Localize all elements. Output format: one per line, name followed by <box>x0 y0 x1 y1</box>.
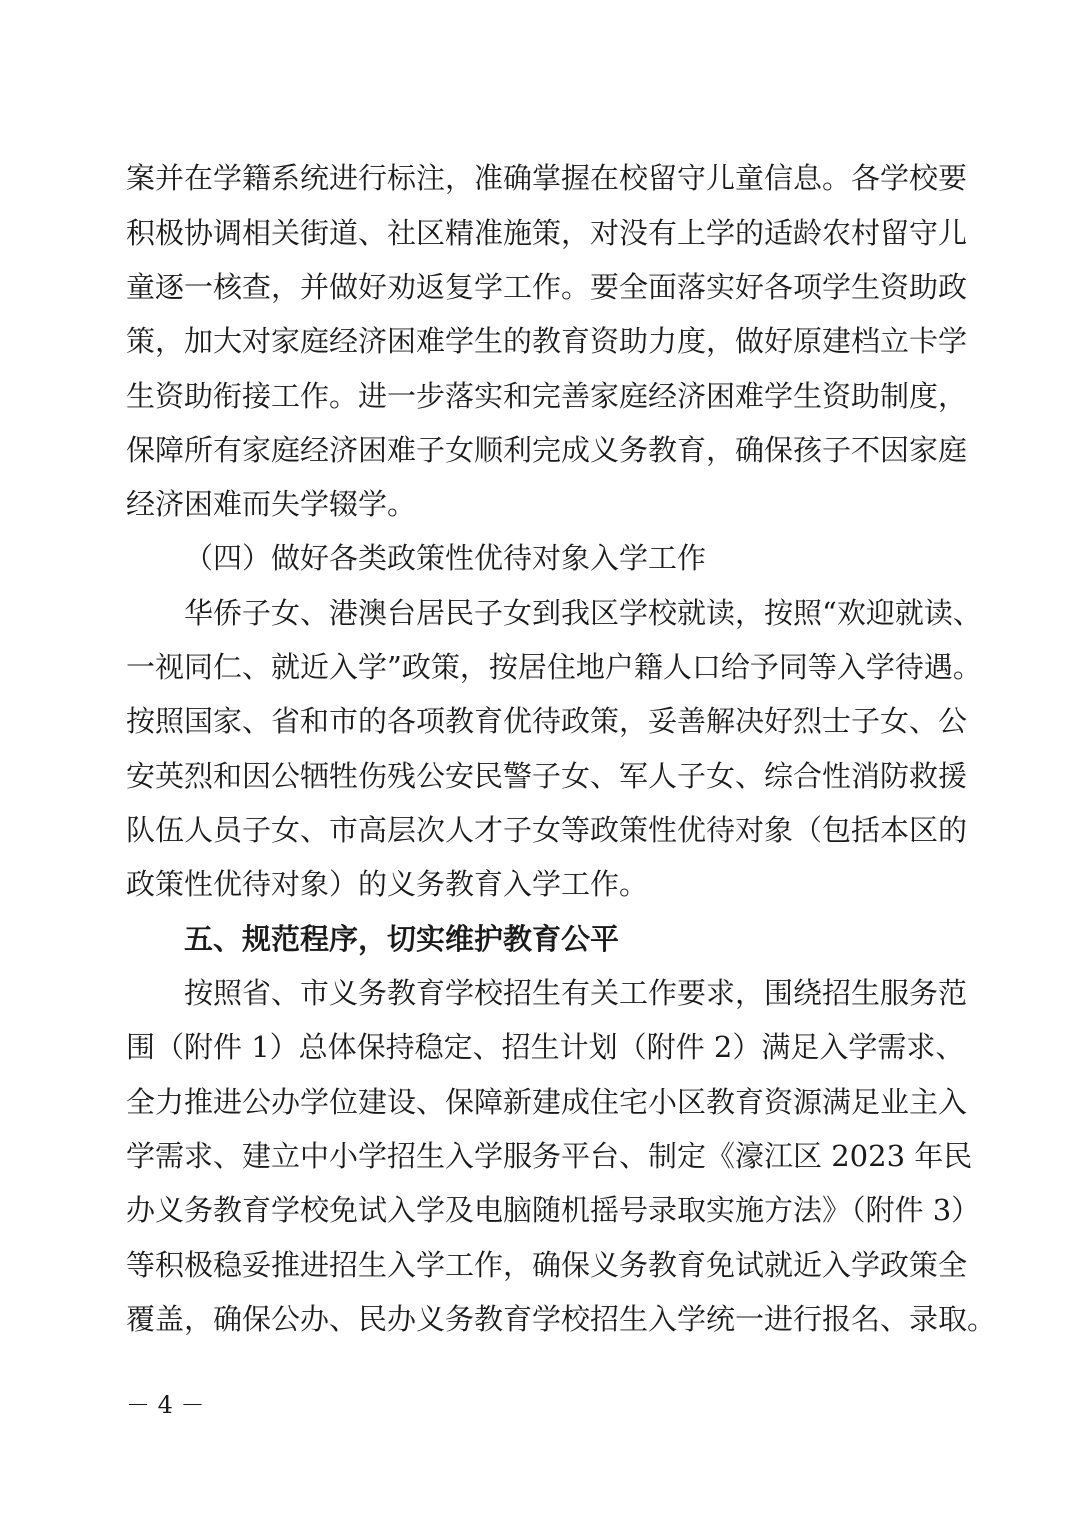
paragraph-line: 安英烈和因公牺牲伤残公安民警子女、军人子女、综合性消防救援 <box>126 759 968 793</box>
subheading-four: （四）做好各类政策性优待对象入学工作 <box>184 541 707 575</box>
paragraph-line: 等积极稳妥推进招生入学工作，确保义务教育免试就近入学政策全 <box>126 1248 968 1282</box>
paragraph-line: 按照国家、省和市的各项教育优待政策，妥善解决好烈士子女、公 <box>126 704 968 738</box>
paragraph-line: 案并在学籍系统进行标注，准确掌握在校留守儿童信息。各学校要 <box>126 161 968 195</box>
paragraph-line: 一视同仁、就近入学”政策，按居住地户籍人口给予同等入学待遇。 <box>126 650 982 684</box>
paragraph-line: 童逐一核查，并做好劝返复学工作。要全面落实好各项学生资助政 <box>126 270 968 304</box>
paragraph-line: 华侨子女、港澳台居民子女到我区学校就读，按照“欢迎就读、 <box>184 596 982 630</box>
paragraph-line: 按照省、市义务教育学校招生有关工作要求，围绕招生服务范 <box>184 976 968 1010</box>
paragraph-line: 队伍人员子女、市高层次人才子女等政策性优待对象（包括本区的 <box>126 813 968 847</box>
paragraph-line: 策，加大对家庭经济困难学生的教育资助力度，做好原建档立卡学 <box>126 324 968 358</box>
paragraph-line: 围（附件 1）总体保持稳定、招生计划（附件 2）满足入学需求、 <box>126 1030 965 1064</box>
paragraph-line: 积极协调相关街道、社区精准施策，对没有上学的适龄农村留守儿 <box>126 216 968 250</box>
page-number: － 4 － <box>126 1391 205 1419</box>
paragraph-line: 覆盖，确保公办、民办义务教育学校招生入学统一进行报名、录取。 <box>126 1302 997 1336</box>
section-five-heading: 五、规范程序，切实维护教育公平 <box>184 922 620 956</box>
paragraph-line: 经济困难而失学辍学。 <box>126 487 417 521</box>
paragraph-line: 政策性优待对象）的义务教育入学工作。 <box>126 867 649 901</box>
paragraph-line: 保障所有家庭经济困难子女顺利完成义务教育，确保孩子不因家庭 <box>126 433 968 467</box>
paragraph-line: 生资助衔接工作。进一步落实和完善家庭经济困难学生资助制度， <box>126 379 968 413</box>
paragraph-line: 学需求、建立中小学招生入学服务平台、制定《濠江区 2023 年民 <box>126 1139 973 1173</box>
paragraph-line: 全力推进公办学位建设、保障新建成住宅小区教育资源满足业主入 <box>126 1085 968 1119</box>
paragraph-line: 办义务教育学校免试入学及电脑随机摇号录取实施方法》（附件 3） <box>126 1193 981 1227</box>
